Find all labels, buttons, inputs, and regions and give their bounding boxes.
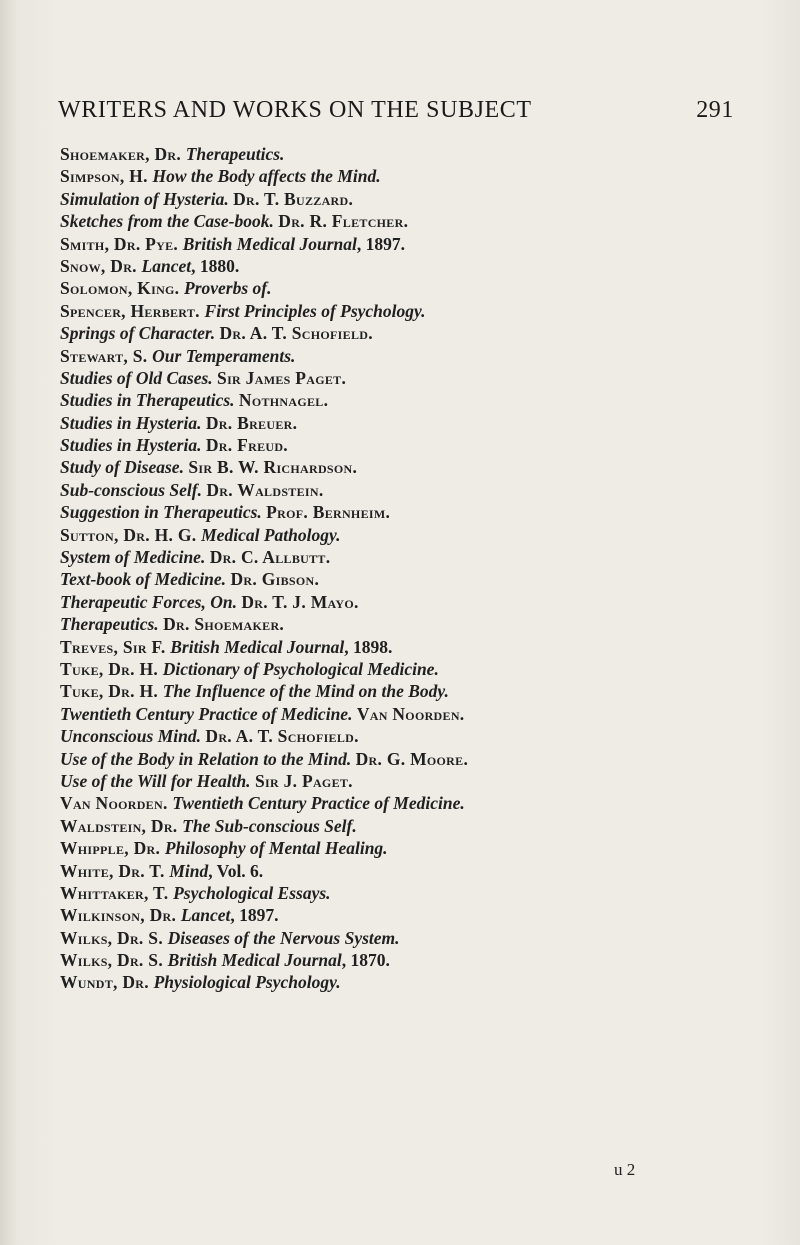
entry-author: Whipple, Dr. [60, 838, 165, 859]
entry-author: Sir B. W. Richardson. [188, 457, 358, 478]
entry-author: Dr. A. T. Schofield. [219, 323, 373, 344]
entry-author: Dr. Freud. [205, 435, 288, 456]
bibliography-entry [60, 479, 760, 501]
entry-title: System of Medicine. [60, 547, 210, 568]
entry-title: Use of the Will for Health. [60, 770, 255, 791]
entry-detail: , 1897. [230, 905, 279, 926]
entry-author: Dr. A. T. Schofield. [205, 726, 359, 747]
entry-author: Treves, Sir F. [60, 636, 171, 657]
bibliography-entry [60, 636, 760, 658]
bibliography-entry [60, 524, 760, 546]
entry-title: Philosophy of Mental Healing. [164, 838, 388, 859]
bibliography-entry [60, 770, 760, 792]
entry-title: Physiological Psychology. [153, 972, 341, 993]
signature-mark: u 2 [614, 1160, 636, 1179]
entry-author: Sir James Paget. [217, 367, 347, 388]
entry-title: Psychological Essays. [173, 882, 331, 903]
entry-detail: , Vol. 6. [208, 860, 264, 881]
entry-title: British Medical Journal [182, 233, 357, 254]
entry-author: Dr. Breuer. [205, 412, 298, 433]
entry-detail: , 1870. [341, 950, 390, 971]
bibliography-entry [60, 434, 760, 456]
bibliography-entry [60, 904, 760, 926]
entry-title: Lancet [180, 905, 231, 926]
entry-title: Studies in Hysteria. [60, 412, 206, 433]
bibliography-entry [60, 882, 760, 904]
entry-author: Dr. C. Allbutt. [209, 547, 331, 568]
entry-author: Stewart, S. [60, 345, 153, 366]
entry-author: Whittaker, T. [60, 882, 174, 903]
bibliography-entry [60, 815, 760, 837]
entry-title: Therapeutics. [185, 144, 285, 164]
bibliography-entry [60, 680, 760, 702]
entry-author: Dr. T. J. Mayo. [241, 591, 359, 612]
entry-author: Van Noorden. [60, 793, 173, 814]
bibliography-entry [60, 748, 760, 770]
entry-title: British Medical Journal [170, 636, 345, 657]
bibliography-entry [60, 277, 760, 299]
bibliography-entry [60, 322, 760, 344]
bibliography-entry [60, 837, 760, 859]
bibliography-entry [60, 165, 760, 187]
entry-title: Diseases of the Nervous System. [167, 927, 400, 948]
entry-author: Dr. Waldstein. [206, 479, 324, 500]
entry-detail: , 1898. [344, 636, 393, 657]
entry-title: Sketches from the Case-book. [60, 211, 279, 232]
entry-author: Dr. Shoemaker. [163, 614, 285, 635]
bibliography-entry [60, 233, 760, 255]
entry-title: Use of the Body in Relation to the Mind. [60, 748, 356, 769]
entry-author: Solomon, King. [60, 278, 185, 299]
bibliography-entry [60, 703, 760, 725]
entry-title: Studies in Therapeutics. [60, 390, 239, 411]
entry-title: Therapeutic Forces, On. [60, 591, 242, 612]
entry-title: The Sub-conscious Self. [182, 815, 357, 836]
bibliography-entry [60, 412, 760, 434]
bibliography-entry [60, 546, 760, 568]
entry-title: Our Temperaments. [152, 345, 296, 366]
entry-author: Van Noorden. [356, 703, 465, 724]
entry-title: How the Body affects the Mind. [152, 166, 381, 187]
entry-title: Therapeutics. [60, 614, 164, 635]
entry-author: Dr. T. Buzzard. [233, 188, 354, 209]
entry-author: Wilkinson, Dr. [60, 905, 181, 926]
bibliography-entry [60, 927, 760, 949]
bibliography-entry [60, 501, 760, 523]
running-head-title: WRITERS AND WORKS ON THE SUBJECT [58, 96, 532, 123]
entry-author: Dr. R. Fletcher. [278, 211, 409, 232]
entry-author: Wundt, Dr. [60, 972, 154, 993]
bibliography-entry [60, 613, 760, 635]
entry-author: Wilks, Dr. S. [60, 927, 168, 948]
entry-title: First Principles of Psychology. [204, 300, 426, 321]
bibliography-entry [60, 568, 760, 590]
entry-author: Tuke, Dr. H. [60, 681, 163, 702]
entry-author: Simpson, H. [60, 166, 153, 187]
entry-author: Sir J. Paget. [254, 770, 353, 791]
bibliography-entry [60, 949, 760, 971]
entry-author: Tuke, Dr. H. [60, 658, 163, 679]
entry-title: Twentieth Century Practice of Medicine. [172, 793, 465, 814]
bibliography-entry [60, 860, 760, 882]
entry-title: Unconscious Mind. [60, 726, 206, 747]
entry-title: Springs of Character. [60, 323, 220, 344]
entry-title: Medical Pathology. [201, 524, 341, 545]
bibliography-entry [60, 188, 760, 210]
page-number: 291 [696, 96, 734, 123]
bibliography-list [60, 143, 760, 994]
entry-author: Smith, Dr. Pye. [60, 233, 183, 254]
bibliography-entry [60, 389, 760, 411]
entry-author: Shoemaker, Dr. [60, 144, 186, 164]
entry-author: White, Dr. T. [60, 860, 170, 881]
bibliography-entry [60, 658, 760, 680]
running-head [58, 95, 734, 125]
bibliography-entry [60, 591, 760, 613]
entry-title: Studies of Old Cases. [60, 367, 218, 388]
bibliography-entry [60, 345, 760, 367]
entry-author: Dr. Gibson. [230, 569, 320, 590]
entry-title: Text-book of Medicine. [60, 569, 231, 590]
entry-title: Study of Disease. [60, 457, 189, 478]
entry-title: Simulation of Hysteria. [60, 188, 234, 209]
entry-title: The Influence of the Mind on the Body. [162, 681, 449, 702]
entry-author: Wilks, Dr. S. [60, 950, 168, 971]
entry-title: Dictionary of Psychological Medicine. [162, 658, 439, 679]
entry-author: Nothnagel. [238, 390, 329, 411]
entry-detail: , 1897. [356, 233, 405, 254]
bibliography-entry [60, 792, 760, 814]
bibliography-entry [60, 367, 760, 389]
entry-author: Spencer, Herbert. [60, 300, 205, 321]
entry-title: Suggestion in Therapeutics. [60, 502, 267, 523]
bibliography-entry [60, 255, 760, 277]
bibliography-entry [60, 300, 760, 322]
entry-detail: , 1880. [191, 255, 240, 276]
entry-title: Studies in Hysteria. [60, 435, 206, 456]
bibliography-entry [60, 456, 760, 478]
entry-title: Twentieth Century Practice of Medicine. [60, 703, 357, 724]
entry-author: Waldstein, Dr. [60, 815, 183, 836]
entry-author: Prof. Bernheim. [266, 502, 391, 523]
entry-author: Snow, Dr. [60, 255, 142, 276]
bibliography-entry [60, 725, 760, 747]
entry-title: Mind [169, 860, 209, 881]
entry-title: Lancet [141, 255, 192, 276]
entry-title: British Medical Journal [167, 950, 342, 971]
entry-author: Sutton, Dr. H. G. [60, 524, 202, 545]
entry-title: Sub-conscious Self. [60, 479, 207, 500]
entry-title: Proverbs of. [184, 278, 272, 299]
bibliography-entry [60, 143, 760, 165]
entry-author: Dr. G. Moore. [355, 748, 469, 769]
bibliography-entry [60, 971, 760, 993]
bibliography-entry [60, 210, 760, 232]
